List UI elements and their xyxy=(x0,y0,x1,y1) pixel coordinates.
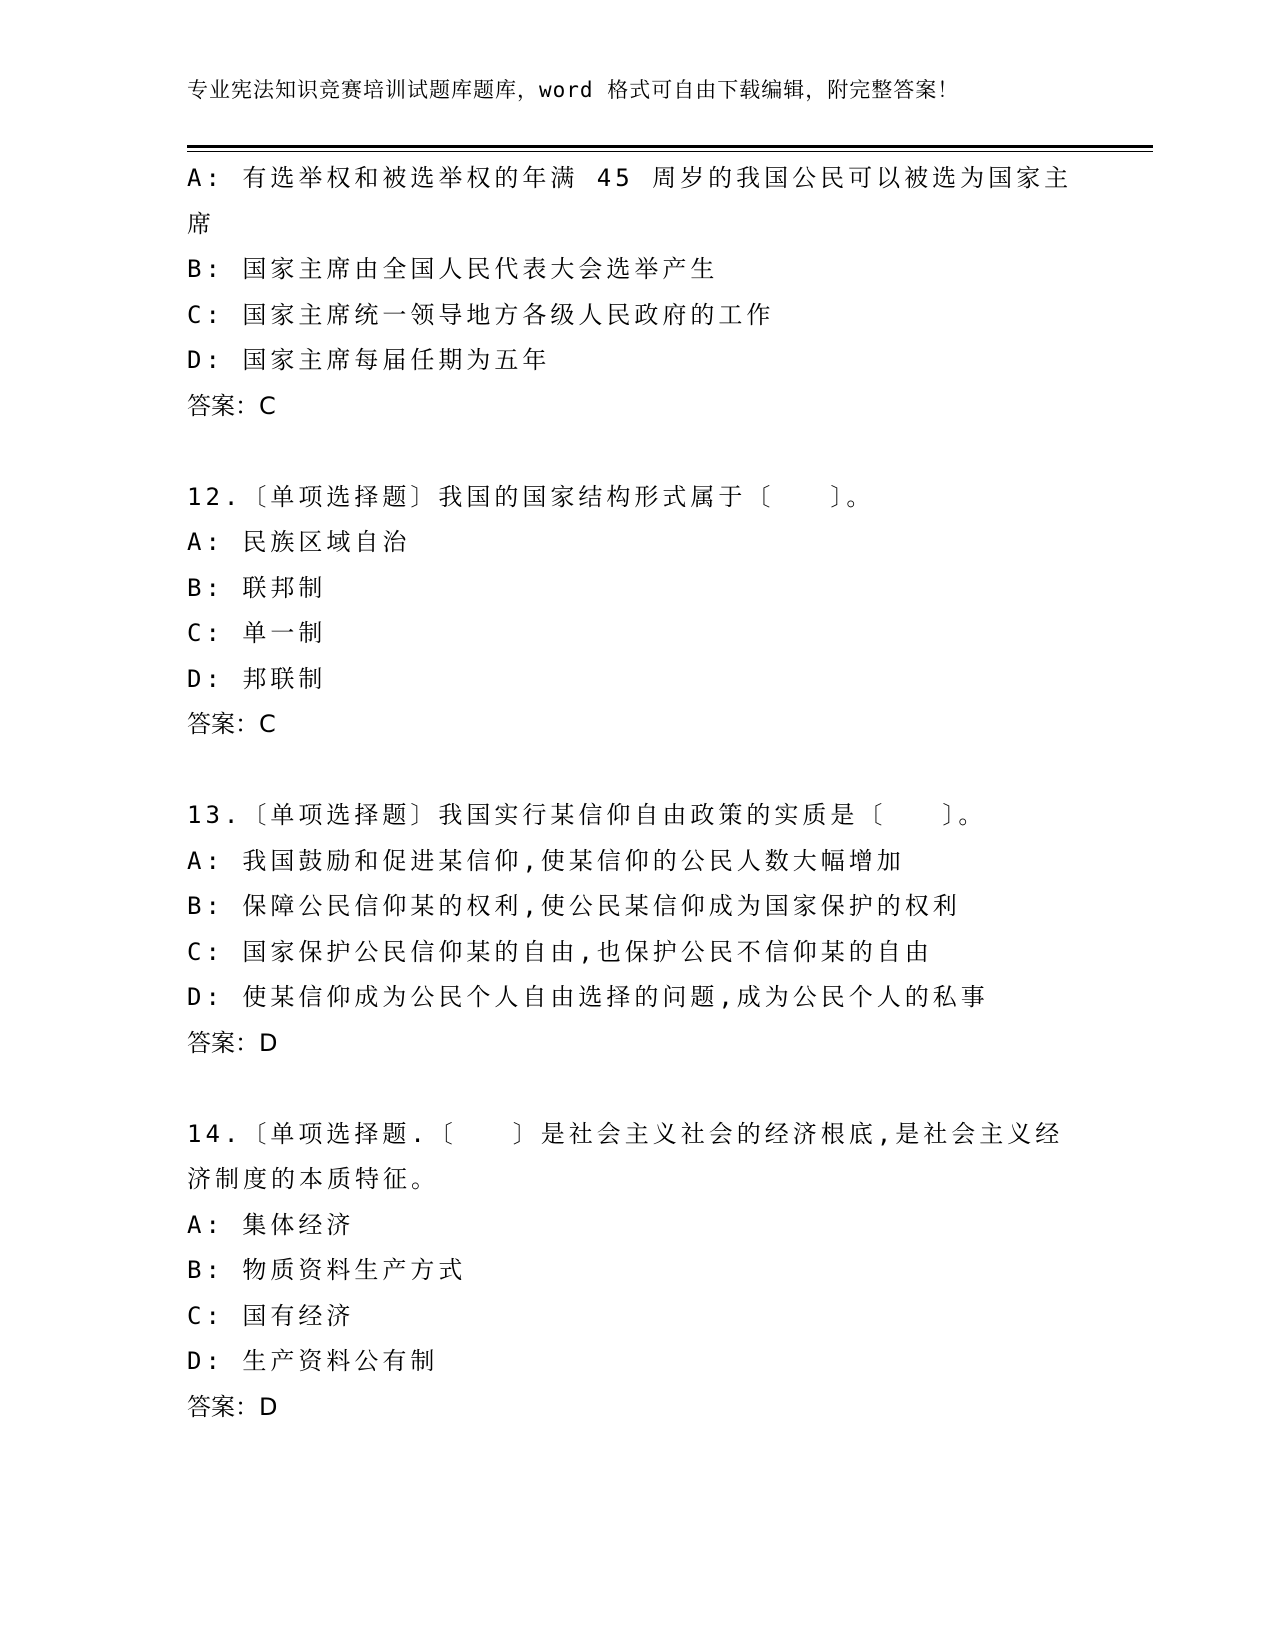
q12-option-d: D: 邦联制 xyxy=(187,664,327,693)
q14-option-a: A: 集体经济 xyxy=(187,1210,355,1239)
spacer xyxy=(187,429,1067,475)
q11-option-b: B: 国家主席由全国人民代表大会选举产生 xyxy=(187,255,719,283)
q13-option-a: A: 我国鼓励和促进某信仰,使某信仰的公民人数大幅增加 xyxy=(187,846,905,875)
question-content xyxy=(187,156,1073,1430)
q11-option-a-line1: A: 有选举权和被选举权的年满 45 周岁的我国公民可以被选为国家主 xyxy=(187,164,1073,192)
q13-option-c: C: 国家保护公民信仰某的自由,也保护公民不信仰某的自由 xyxy=(187,937,933,966)
q12-stem: 12.〔单项选择题〕我国的国家结构形式属于〔 〕。 xyxy=(187,482,875,511)
q12-option-a: A: 民族区域自治 xyxy=(187,528,411,556)
header-rule-thin xyxy=(187,151,1153,152)
q11-option-a-line2: 席 xyxy=(187,209,215,238)
q13-option-b: B: 保障公民信仰某的权利,使公民某信仰成为国家保护的权利 xyxy=(187,892,961,920)
q14-stem-line2: 济制度的本质特征。 xyxy=(187,1165,439,1193)
q14-stem-line1: 14.〔单项选择题.〔 〕是社会主义社会的经济根底,是社会主义经 xyxy=(187,1119,1064,1148)
question-12 xyxy=(187,475,1067,748)
question-11 xyxy=(187,156,1073,429)
q14-answer: 答案：D xyxy=(187,1392,278,1421)
q12-option-c: C: 单一制 xyxy=(187,619,327,647)
q13-answer: 答案：D xyxy=(187,1028,278,1057)
q14-option-c: C: 国有经济 xyxy=(187,1301,355,1330)
spacer xyxy=(187,748,1067,794)
q12-answer: 答案：C xyxy=(187,710,276,738)
q13-option-d: D: 使某信仰成为公民个人自由选择的问题,成为公民个人的私事 xyxy=(187,983,989,1011)
q12-option-b: B: 联邦制 xyxy=(187,573,327,602)
document-header: 专业宪法知识竞赛培训试题库题库，word 格式可自由下载编辑，附完整答案！ xyxy=(187,78,960,102)
q11-option-d: D: 国家主席每届任期为五年 xyxy=(187,346,551,374)
q14-option-d: D: 生产资料公有制 xyxy=(187,1347,439,1375)
header-rule-thick xyxy=(187,145,1153,148)
q13-stem: 13.〔单项选择题〕我国实行某信仰自由政策的实质是〔 〕。 xyxy=(187,801,987,829)
q14-option-b: B: 物质资料生产方式 xyxy=(187,1256,467,1284)
q11-answer: 答案：C xyxy=(187,391,276,420)
question-13 xyxy=(187,793,1067,1066)
question-14 xyxy=(187,1112,1067,1431)
q11-option-c: C: 国家主席统一领导地方各级人民政府的工作 xyxy=(187,300,775,329)
spacer xyxy=(187,1066,1067,1112)
